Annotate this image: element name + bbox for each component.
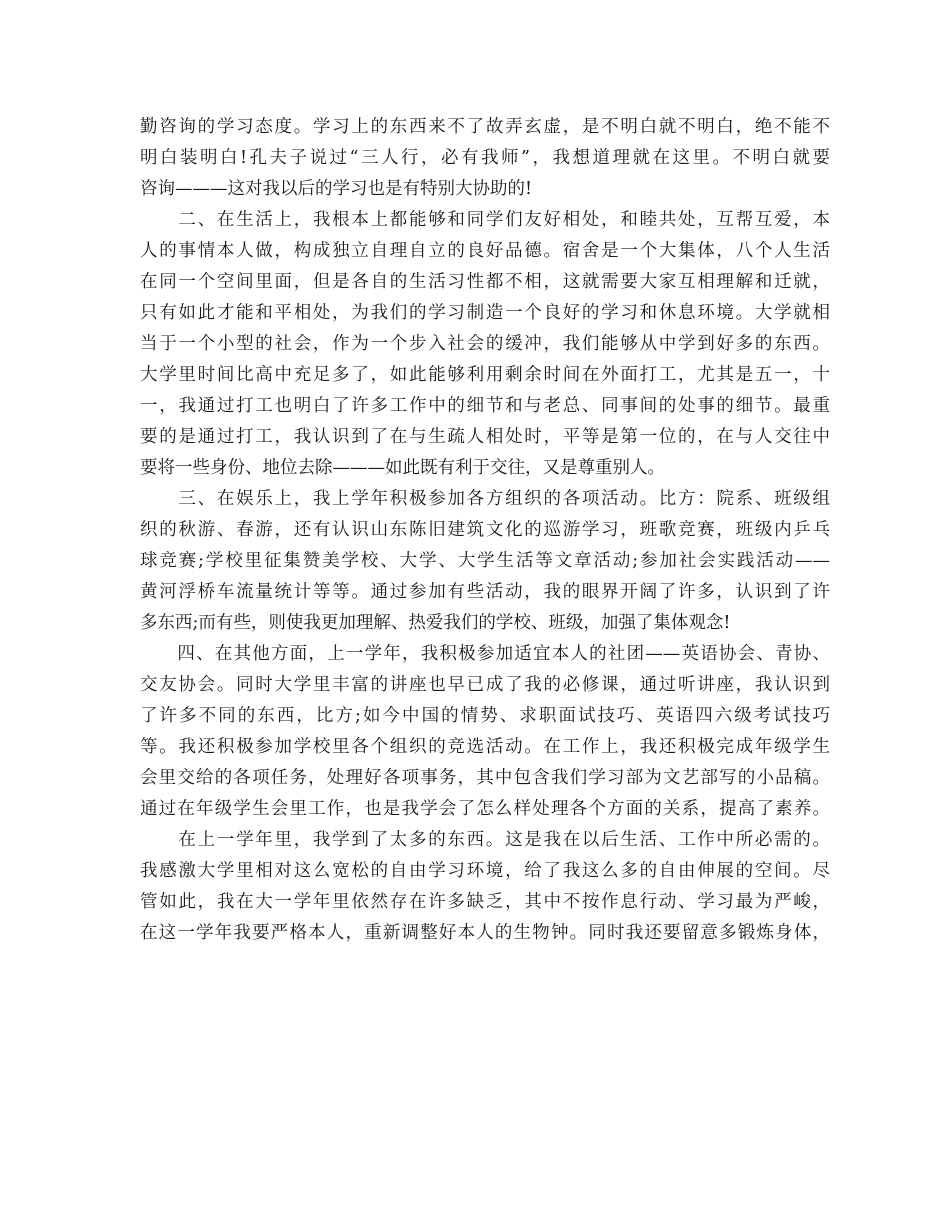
text-line: 我感激大学里相对这么宽松的自由学习环境，给了我这么多的自由伸展的空间。尽 bbox=[140, 861, 830, 881]
text-line: 大学里时间比高中充足多了，如此能够利用剩余时间在外面打工，尤其是五一，十 bbox=[140, 365, 830, 385]
text-line: 球竞赛;学校里征集赞美学校、大学、大学生活等文章活动;参加社会实践活动—— bbox=[140, 551, 830, 571]
text-line: 多东西;而有些，则使我更加理解、热爱我们的学校、班级，加强了集体观念! bbox=[140, 613, 731, 633]
text-line: 交友协会。同时大学里丰富的讲座也早已成了我的必修课，通过听讲座，我认识到 bbox=[140, 675, 830, 695]
text-line: 人的事情本人做，构成独立自理自立的良好品德。宿舍是一个大集体，八个人生活 bbox=[140, 241, 830, 261]
text-line: 在上一学年里，我学到了太多的东西。这是我在以后生活、工作中所必需的。 bbox=[140, 830, 830, 850]
text-line: 一，我通过打工也明白了许多工作中的细节和与老总、同事间的处事的细节。最重 bbox=[140, 396, 830, 416]
text-line: 等。我还积极参加学校里各个组织的竞选活动。在工作上，我还积极完成年级学生 bbox=[140, 737, 830, 757]
text-line: 四、在其他方面，上一学年，我积极参加适宜本人的社团——英语协会、青协、 bbox=[140, 644, 830, 664]
text-line: 只有如此才能和平相处，为我们的学习制造一个良好的学习和休息环境。大学就相 bbox=[140, 303, 830, 323]
text-line: 了许多不同的东西，比方;如今中国的情势、求职面试技巧、英语四六级考试技巧 bbox=[140, 706, 830, 726]
text-line: 当于一个小型的社会，作为一个步入社会的缓冲，我们能够从中学到好多的东西。 bbox=[140, 334, 830, 354]
text-line: 在这一学年我要严格本人，重新调整好本人的生物钟。同时我还要留意多锻炼身体， bbox=[140, 923, 830, 943]
text-line: 三、在娱乐上，我上学年积极参加各方组织的各项活动。比方：院系、班级组 bbox=[140, 489, 830, 509]
text-line: 二、在生活上，我根本上都能够和同学们友好相处，和睦共处，互帮互爱，本 bbox=[140, 210, 830, 230]
text-line: 勤咨询的学习态度。学习上的东西来不了故弄玄虚，是不明白就不明白，绝不能不 bbox=[140, 117, 830, 137]
text-line: 明白装明白!孔夫子说过“三人行，必有我师”，我想道理就在这里。不明白就要 bbox=[140, 148, 830, 168]
text-line: 管如此，我在大一学年里依然存在许多缺乏，其中不按作息行动、学习最为严峻， bbox=[140, 892, 830, 912]
text-line: 会里交给的各项任务，处理好各项事务，其中包含我们学习部为文艺部写的小品稿。 bbox=[140, 768, 830, 788]
text-line: 咨询———这对我以后的学习也是有特别大协助的! bbox=[140, 179, 533, 199]
text-line: 要的是通过打工，我认识到了在与生疏人相处时，平等是第一位的，在与人交往中 bbox=[140, 427, 830, 447]
text-line: 黄河浮桥车流量统计等等。通过参加有些活动，我的眼界开阔了许多，认识到了许 bbox=[140, 582, 830, 602]
text-line: 织的秋游、春游，还有认识山东陈旧建筑文化的巡游学习，班歌竞赛，班级内乒乓 bbox=[140, 520, 830, 540]
text-line: 在同一个空间里面，但是各自的生活习性都不相，这就需要大家互相理解和迁就， bbox=[140, 272, 830, 292]
text-line: 通过在年级学生会里工作，也是我学会了怎么样处理各个方面的关系，提高了素养。 bbox=[140, 799, 830, 819]
text-line: 要将一些身份、地位去除———如此既有利于交往，又是尊重别人。 bbox=[140, 458, 665, 478]
document-body bbox=[140, 112, 830, 949]
